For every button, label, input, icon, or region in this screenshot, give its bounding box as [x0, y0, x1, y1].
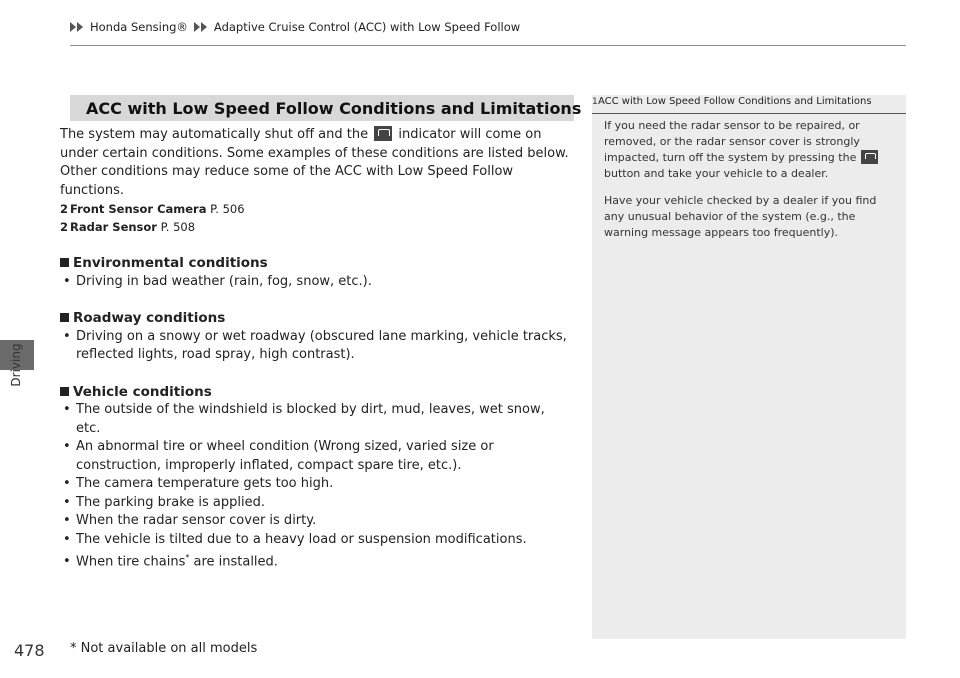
list-item: • Driving on a snowy or wet roadway (obscured lane marking, vehicle tracks, reflected lights, road spray, high contrast). [60, 328, 570, 365]
list-item: • Driving in bad weather (rain, fog, snow, etc.). [60, 273, 570, 292]
intro-paragraph: The system may automatically shut off and the indicator will come on under certain conditions. Some examples of these conditions are listed below. Other conditions may reduce some of the ACC with Low Speed Follow functions. [60, 127, 569, 198]
breadcrumb-arrow-icon [77, 22, 83, 32]
list-item: • The outside of the windshield is blocked by dirt, mud, leaves, wet snow, etc. [60, 401, 570, 438]
list-item: • An abnormal tire or wheel condition (Wrong sized, varied size or construction, improperly inflated, compact spare tire, etc.). [60, 438, 570, 475]
cross-reference-link[interactable]: 2 Radar Sensor P. 508 [60, 220, 196, 234]
breadcrumb-item[interactable]: Adaptive Cruise Control (ACC) with Low Speed Follow [213, 20, 521, 34]
acc-indicator-icon [374, 126, 392, 141]
list-item: • The camera temperature gets too high. [60, 475, 570, 494]
page-number: 478 [14, 641, 45, 660]
subheading: Roadway conditions [60, 309, 570, 328]
section-title: ACC with Low Speed Follow Conditions and Limitations [70, 95, 574, 121]
main-content [60, 124, 570, 572]
square-bullet-icon [60, 313, 69, 322]
square-bullet-icon [60, 387, 69, 396]
note-paragraph: If you need the radar sensor to be repaired, or removed, or the radar sensor cover is strongly impacted, turn off the system by pressing the button and take your vehicle to a dealer. [604, 118, 898, 182]
sidebar-note-body [604, 118, 898, 252]
breadcrumb-arrow-icon [194, 22, 200, 32]
breadcrumb [70, 20, 520, 34]
footnote: * Not available on all models [70, 641, 258, 656]
cross-reference-link[interactable]: 2 Front Sensor Camera P. 506 [60, 202, 245, 216]
header-divider [70, 45, 906, 46]
chapter-tab-label: Driving [9, 343, 23, 387]
acc-indicator-icon [861, 150, 878, 164]
note-paragraph: Have your vehicle checked by a dealer if you find any unusual behavior of the system (e.g., the warning message appears too frequently). [604, 194, 877, 239]
sidebar-note-title: 1ACC with Low Speed Follow Conditions and Limitations [592, 96, 872, 107]
subheading: Environmental conditions [60, 254, 570, 273]
breadcrumb-arrow-icon [201, 22, 207, 32]
breadcrumb-item[interactable]: Honda Sensing® [90, 20, 188, 34]
list-item: • When the radar sensor cover is dirty. [60, 512, 570, 531]
list-item: • The parking brake is applied. [60, 494, 570, 513]
list-item: • When tire chains* are installed. [60, 549, 570, 572]
subheading: Vehicle conditions [60, 383, 570, 402]
footnote-marker: * [185, 553, 190, 562]
square-bullet-icon [60, 258, 69, 267]
sidebar-note-divider [592, 113, 906, 114]
list-item: • The vehicle is tilted due to a heavy load or suspension modifications. [60, 531, 570, 550]
breadcrumb-arrow-icon [70, 22, 76, 32]
